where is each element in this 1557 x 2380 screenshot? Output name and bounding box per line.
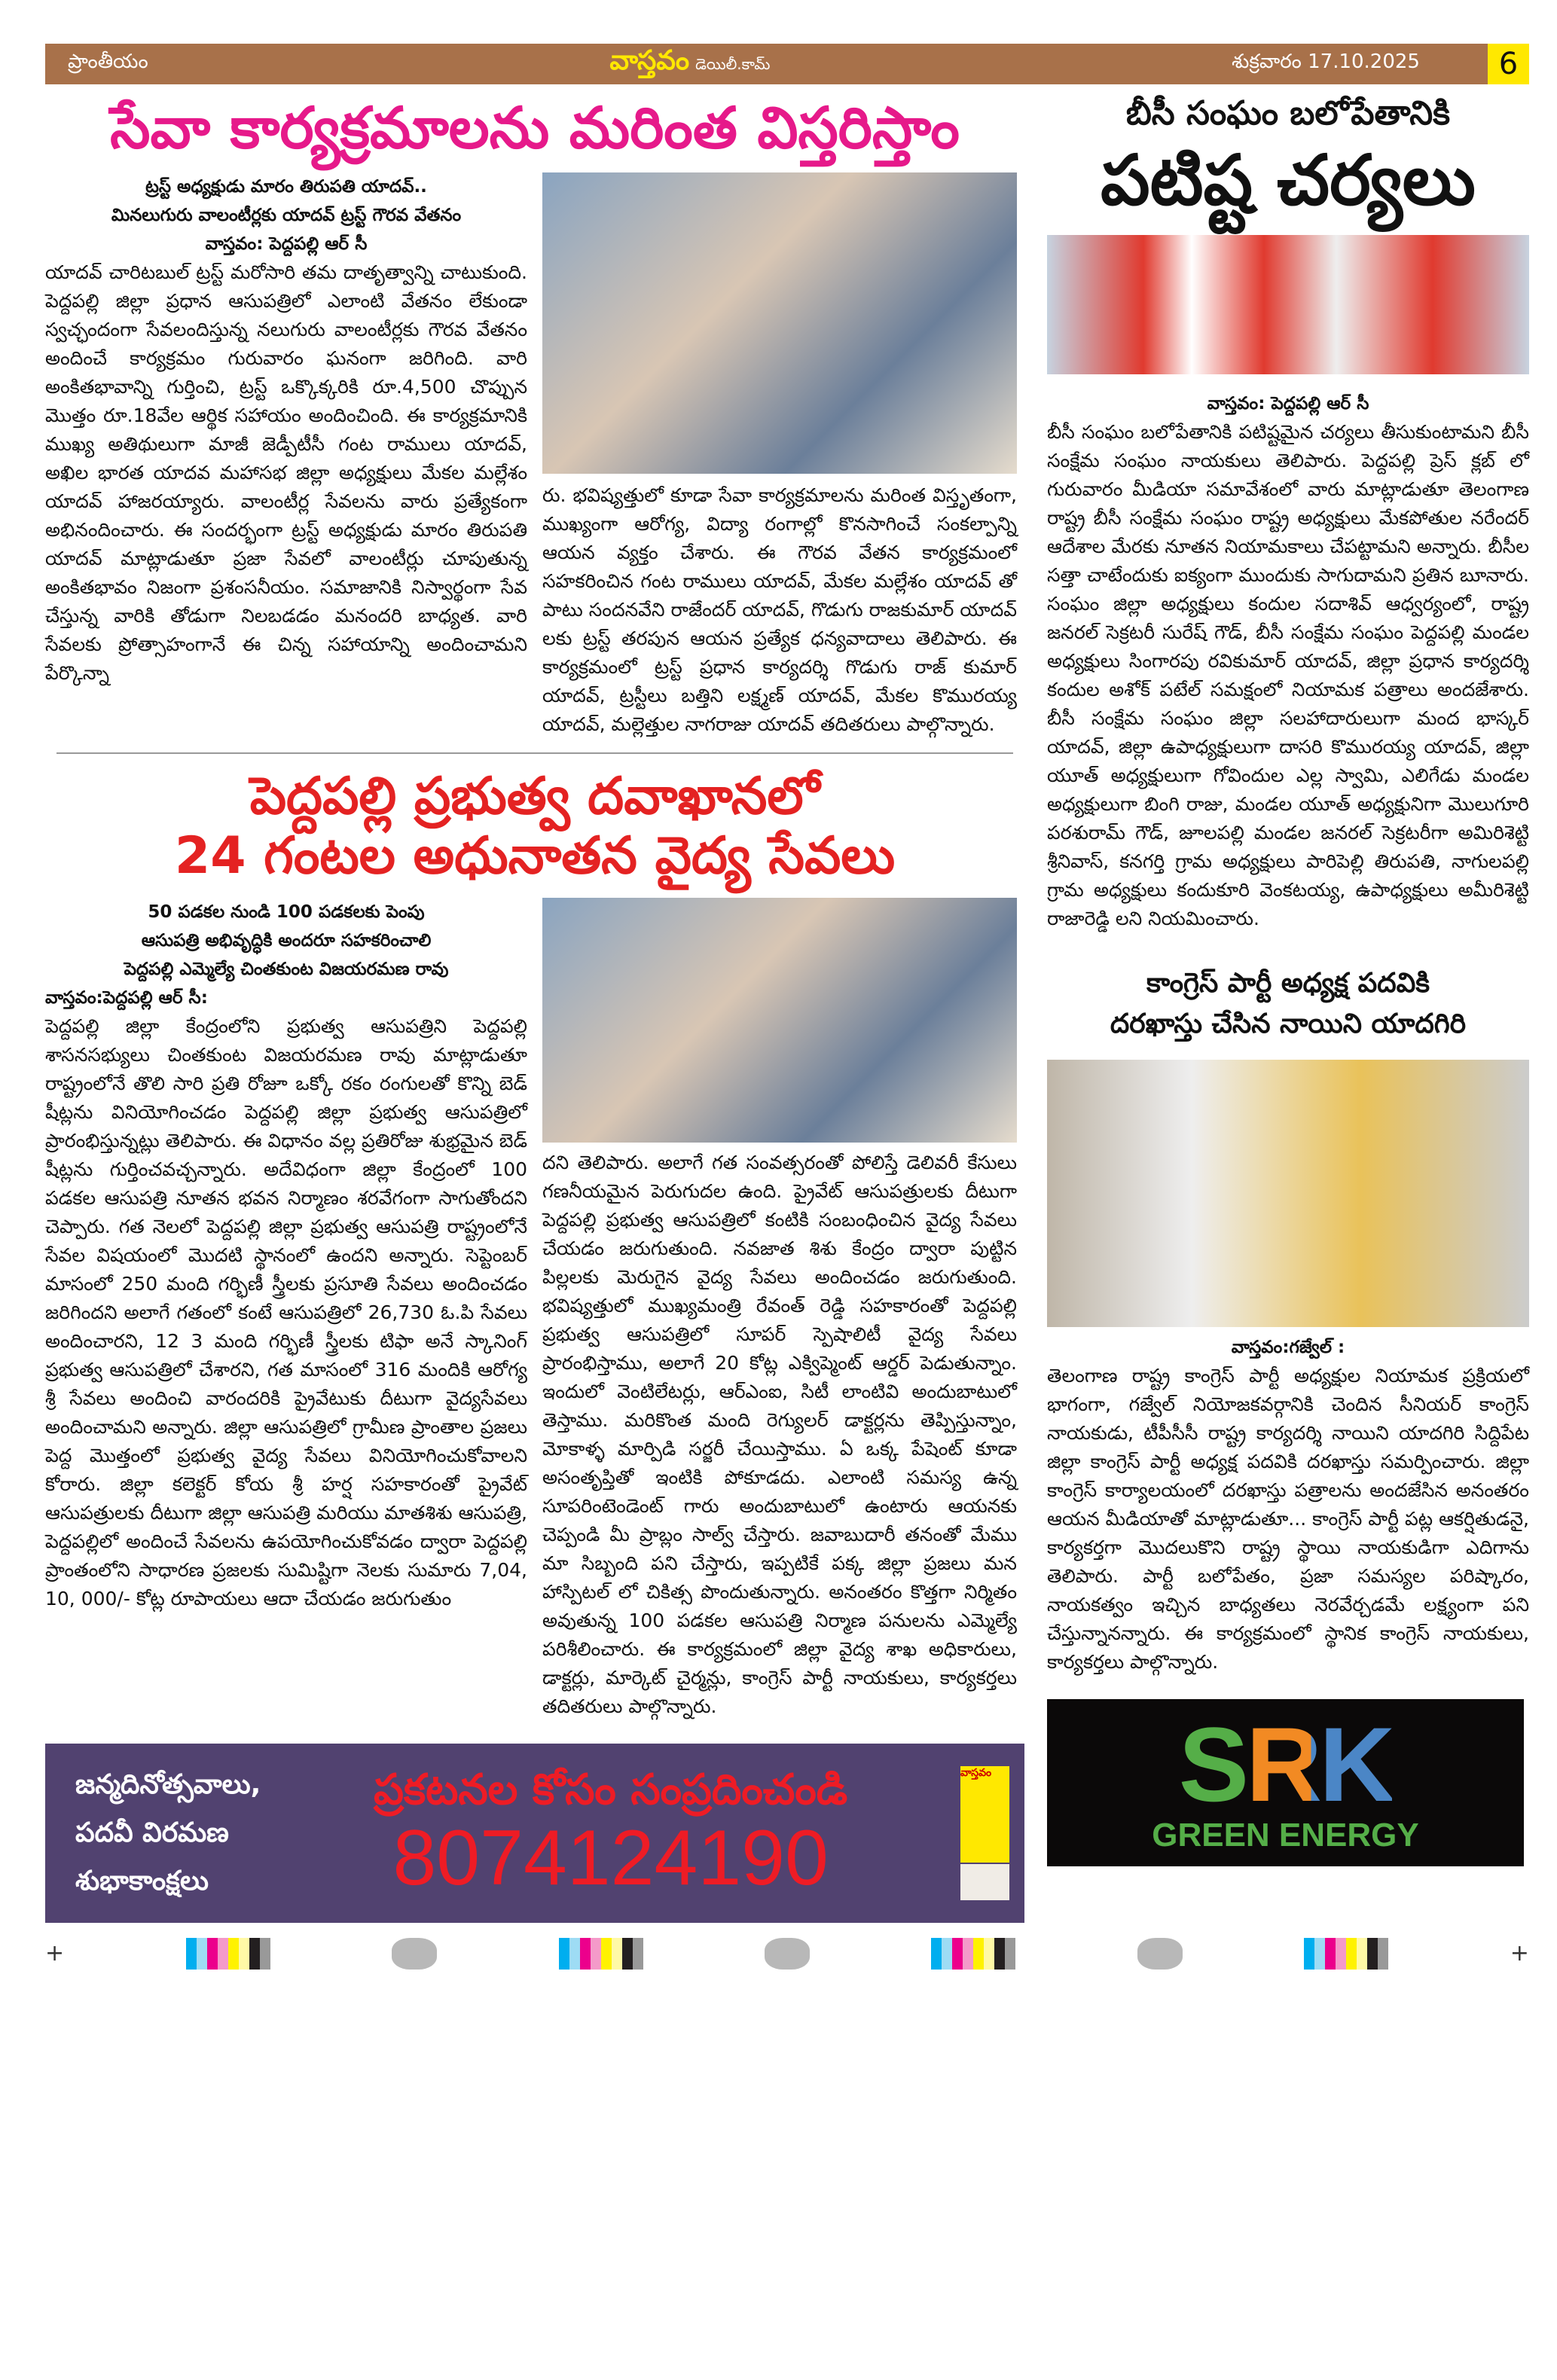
color-bar: [559, 1938, 643, 1970]
ad-line: పదవీ విరమణ: [75, 1817, 229, 1848]
gray-patch: [765, 1938, 810, 1970]
divider: [56, 752, 1013, 754]
article3-headline-top: బీసీ సంఘం బలోపేతానికి: [1125, 94, 1451, 133]
article2: [45, 898, 1024, 1721]
headline-line: పెద్దపల్లి ప్రభుత్వ దవాఖానలో: [249, 767, 820, 827]
dateline: వాస్తవం:పెద్దపల్లి ఆర్ సీ:: [45, 987, 208, 1008]
article2-right-column: [542, 898, 1017, 1721]
dateline: వాస్తవం: పెద్దపల్లి ఆర్ సీ: [205, 234, 368, 255]
brand-suffix: డెయిలీ.కామ్: [695, 55, 771, 73]
srk-logo: SRK: [1178, 1705, 1393, 1824]
headline-line: 24 గంటల అధునాతన వైద్య సేవలు: [174, 825, 896, 886]
article2-headline: [45, 767, 1024, 885]
issue-date: శుక్రవారం 17.10.2025: [1232, 50, 1420, 73]
right-column: [1047, 95, 1529, 1923]
article1-left-column: [45, 172, 527, 739]
article4-photo: [1047, 1060, 1529, 1327]
article1-body-right: రు. భవిష్యత్తులో కూడా సేవా కార్యక్రమాలను మరింత విస్తృతంగా, ముఖ్యంగా ఆరోగ్య, విద్యా రంగాల్లో కొనసాగించే సంకల్పాన్ని ఆయన వ్యక్తం చేశారు. ఈ గౌరవ వేతన కార్యక్రమంలో సహకరించిన గంట రాములు యాదవ్, మేకల మల్లేశం యాదవ్ తో పాటు సందనవేని రాజేందర్ యాదవ్, గొడుగు రాజకుమార్ యాదవ్ లకు ట్రస్ట్ తరపున ఆయన ప్రత్యేక ధన్యవాదాలు తెలిపారు. ఈ కార్యక్రమంలో ట్రస్ట్ ప్రధాన కార్యదర్శి గొడుగు రాజ్ కుమార్ యాదవ్, ట్రస్టీలు బత్తిని లక్ష్మణ్ యాదవ్, మేకల కొమురయ్య యాదవ్, మల్లెత్తుల నాగరాజు యాదవ్ తదితరులు పాల్గొన్నారు.: [542, 484, 1017, 736]
print-color-bars: [45, 1938, 1529, 1970]
article2-photo: [542, 898, 1017, 1143]
article1-body-left: యాదవ్ చారిటబుల్ ట్రస్ట్ మరోసారి తమ దాతృత్వాన్ని చాటుకుంది. పెద్దపల్లి జిల్లా ప్రధాన ఆసుపత్రిలో ఎలాంటి వేతనం లేకుండా స్వచ్ఛందంగా సేవలందిస్తున్న నలుగురు వాలంటీర్లకు గౌరవ వేతనం అందించే కార్యక్రమం గురువారం ఘనంగా జరిగింది. వారి అంకితభావాన్ని గుర్తించి, ట్రస్ట్ ఒక్కొక్కరికి రూ.4,500 చొప్పున మొత్తం రూ.18వేల ఆర్థిక సహాయం అందించింది. ఈ కార్యక్రమానికి ముఖ్య అతిథులుగా మాజీ జెడ్పీటీసీ గంట రాములు యాదవ్, అఖిల భారత యాదవ మహాసభ జిల్లా అధ్యక్షులు మేకల మల్లేశం యాదవ్ హాజరయ్యారు. వాలంటీర్ల సేవలను వారు ప్రత్యేకంగా అభినందించారు. ఈ సందర్భంగా ట్రస్ట్ అధ్యక్షుడు మారం తిరుపతి యాదవ్ మాట్లాడుతూ ప్రజా సేవలో వాలంటీర్లు చూపుతున్న అంకితభావం నిజంగా ప్రశంసనీయం. సమాజానికి నిస్వార్థంగా సేవ చేస్తున్న వారికి తోడుగా నిలబడడం మనందరి బాధ్యత. వారి సేవలకు ప్రోత్సాహంగానే ఈ చిన్న సహాయాన్ని అందించామని పేర్కొన్నా: [45, 261, 527, 685]
dateline: వాస్తవం:గజ్వేల్ :: [1231, 1338, 1345, 1358]
ad-line: జన్మదినోత్సవాలు,: [75, 1768, 261, 1800]
subhead: ట్రస్ట్ అధ్యక్షుడు మారం తిరుపతి యాదవ్..: [145, 177, 427, 197]
registration-mark: +: [45, 1940, 65, 1967]
article1-photo: [542, 172, 1017, 474]
subhead: ఆసుపత్రి అభివృద్ధికి అందరూ సహకరించాలి: [141, 930, 432, 950]
ad-line: శుభాకాంక్షలు: [75, 1865, 209, 1896]
article3-column: [1047, 389, 1529, 933]
subhead: 50 పడకల నుండి 100 పడకలకు పెంపు: [148, 902, 425, 922]
page-number: 6: [1488, 44, 1529, 84]
ad-greetings: [75, 1761, 261, 1906]
article3-headline-main: పటిష్ట చర్యలు: [1101, 139, 1476, 221]
article2-left-column: [45, 898, 527, 1721]
srk-green-energy-ad: [1047, 1699, 1524, 1866]
article1-right-column: [542, 172, 1017, 739]
left-main-area: [45, 95, 1024, 1923]
brand-name: వాస్తవం: [609, 45, 690, 76]
ad-newspaper-thumbnail-page: [960, 1864, 1009, 1900]
srk-tagline: GREEN ENERGY: [1152, 1817, 1419, 1854]
ad-center: [283, 1765, 938, 1902]
color-bar: [1304, 1938, 1388, 1970]
ad-title: ప్రకటనల కోసం సంప్రదించండి: [374, 1765, 848, 1814]
subhead: మినలుగురు వాలంటీర్లకు యాదవ్ ట్రస్ట్ గౌరవ వేతనం: [111, 206, 462, 226]
newspaper-brand: [609, 45, 770, 83]
ad-newspaper-thumbnail: వాస్తవం: [960, 1766, 1009, 1863]
page-header-bar: [45, 44, 1488, 84]
page-body: [45, 95, 1529, 1923]
page-header: [45, 44, 1529, 84]
article3-body: బీసీ సంఘం బలోపేతానికి పటిష్టమైన చర్యలు తీసుకుంటామని బీసీ సంక్షేమ సంఘం నాయకులు తెలిపారు. పెద్దపల్లి ప్రెస్ క్లబ్ లో గురువారం మీడియా సమావేశంలో వారు మాట్లాడుతూ తెలంగాణ రాష్ట్ర బీసీ సంక్షేమ సంఘం రాష్ట్ర అధ్యక్షులు మేకపోతుల నరేందర్ ఆదేశాల మేరకు నూతన నియామకాలు చేపట్టామని అన్నారు. బీసీల సత్తా చాటేందుకు ఐక్యంగా ముందుకు సాగుదామని ప్రతిన బూనారు. సంఘం జిల్లా అధ్యక్షులు కందుల సదాశివ్ ఆధ్వర్యంలో, రాష్ట్ర జనరల్ సెక్రటరీ సురేష్ గౌడ్, బీసీ సంక్షేమ సంఘం పెద్దపల్లి మండల అధ్యక్షులు సింగారపు రవికుమార్ యాదవ్, జిల్లా ప్రధాన కార్యదర్శి కందుల అశోక్ పటేల్ సమక్షంలో నియామక పత్రాలు అందజేశారు. బీసీ సంక్షేమ సంఘం జిల్లా సలహాదారులుగా మంద భాస్కర్ యాదవ్, జిల్లా ఉపాధ్యక్షులుగా దాసరి కొమురయ్య యాదవ్, జిల్లా యూత్ అధ్యక్షులుగా గోవిందుల ఎల్ల స్వామి, ఎలిగేడు మండల అధ్యక్షులుగా బింగి రాజు, మండల యూత్ అధ్యక్షునిగా మొలుగూరి పరశురామ్ గౌడ్, జూలపల్లి మండల జనరల్ సెక్రటరీగా అమిరిశెట్టి శ్రీనివాస్, కనగర్తి గ్రామ అధ్యక్షులు పారిపెల్లి తిరుపతి, నాగులపల్లి గ్రామ అధ్యక్షులు కందుకూరి వెంకటయ్య, ఉపాధ్యక్షులు అమీరిశెట్టి రాజారెడ్డి లని నియమించారు.: [1047, 421, 1529, 930]
article1-headline: సేవా కార్యక్రమాలను మరింత విస్తరిస్తాం: [110, 94, 960, 161]
color-bar: [931, 1938, 1015, 1970]
color-bar: [186, 1938, 270, 1970]
article2-body-left: పెద్దపల్లి జిల్లా కేంద్రంలోని ప్రభుత్వ ఆసుపత్రిని పెద్దపల్లి శాసనసభ్యులు చింతకుంట విజయరమణ రావు మాట్లాడుతూ రాష్ట్రంలోనే తొలి సారి ప్రతి రోజూ ఒక్కో రకం రంగులతో కొన్ని బెడ్ షీట్లను వినియోగించడం పెద్దపల్లి జిల్లా ప్రభుత్వ ఆసుపత్రిలో ప్రారంభిస్తున్నట్లు తెలిపారు. ఈ విధానం వల్ల ప్రతిరోజు శుభ్రమైన బెడ్ షీట్లను గుర్తించవచ్చన్నారు. అదేవిధంగా జిల్లా కేంద్రంలో 100 పడకల ఆసుపత్రి నూతన భవన నిర్మాణం శరవేగంగా సాగుతోందని చెప్పారు. గత నెలలో పెద్దపల్లి జిల్లా ప్రభుత్వ ఆసుపత్రి రాష్ట్రంలోనే సేవల విషయంలో మొదటి స్థానంలో ఉందని అన్నారు. సెప్టెంబర్ మాసంలో 250 మంది గర్భిణీ స్త్రీలకు ప్రసూతి సేవలు అందించడం జరిగిందని అలాగే గతంలో కంటే ఆసుపత్రిలో 26,730 ఓ.పి సేవలు అందించారని, 12 3 మంది గర్భిణీ స్త్రీలకు టిఫా అనే స్కానింగ్ ప్రభుత్వ ఆసుపత్రిలో చేశారని, గత మాసంలో 316 మందికి ఆరోగ్య శ్రీ సేవలు అందించి వారందరికి ప్రైవేటుకు దీటుగా వైద్యసేవలు అందించామని అన్నారు. జిల్లా ఆసుపత్రిలో గ్రామీణ ప్రాంతాల ప్రజలు పెద్ద మొత్తంలో ప్రభుత్వ వైద్య సేవలు వినియోగించుకోవాలని కోరారు. జిల్లా కలెక్టర్ కోయ శ్రీ హర్ష సహకారంతో ప్రైవేట్ ఆసుపత్రులకు దీటుగా జిల్లా ఆసుపత్రి మరియు మాతశిశు ఆసుపత్రి, పెద్దపల్లిలో అందించే సేవలను ఉపయోగించుకోవడం ద్వారా పెద్దపల్లి ప్రాంతంలోని సాధారణ ప్రజలకు సుమిష్టిగా నెలకు సుమారు 7,04, 10, 000/- కోట్ల రూపాయలు ఆదా చేయడం జరుగుతుం: [45, 1015, 527, 1610]
article4-body: తెలంగాణ రాష్ట్ర కాంగ్రెస్ పార్టీ అధ్యక్షుల నియామక ప్రక్రియలో భాగంగా, గజ్వేల్ నియోజకవర్గానికి చెందిన సీనియర్ కాంగ్రెస్ నాయకుడు, టీపీసీసీ రాష్ట్ర కార్యదర్శి నాయిని యాదగిరి సిద్దిపేట జిల్లా కాంగ్రెస్ పార్టీ అధ్యక్ష పదవికి దరఖాస్తు సమర్పించారు. జిల్లా కాంగ్రెస్ కార్యాలయంలో దరఖాస్తు పత్రాలను అందజేసిన అనంతరం ఆయన మీడియాతో మాట్లాడుతూ... కాంగ్రెస్ పార్టీ పట్ల ఆకర్షితుడనై, కార్యకర్తగా మొదలుకొని రాష్ట్ర స్థాయి నాయకుడిగా ఎదిగాను తెలిపారు. పార్టీ బలోపేతం, ప్రజా సమస్యల పరిష్కారం, నాయకత్వం ఇచ్చిన బాధ్యతలు నెరవేర్చడమే లక్ష్యంగా పని చేస్తున్నానన్నారు. ఈ కార్యక్రమంలో స్థానిక కాంగ్రెస్ నాయకులు, కార్యకర్తలు పాల్గొన్నారు.: [1047, 1365, 1529, 1674]
article3-photo: [1047, 235, 1529, 374]
gray-patch: [1137, 1938, 1183, 1970]
headline-line: దరఖాస్తు చేసిన నాయిని యాదగిరి: [1110, 1008, 1467, 1040]
ad-phone: 8074124190: [392, 1814, 829, 1902]
advertisement-banner: [45, 1744, 1024, 1923]
ad-newspaper-thumbnail-group: [960, 1766, 1009, 1900]
article1: [45, 172, 1024, 739]
article4-column: [1047, 1333, 1529, 1677]
registration-mark: +: [1510, 1940, 1529, 1967]
article4-headline: [1047, 963, 1529, 1045]
section-label: ప్రాంతీయం: [68, 50, 148, 73]
article2-body-right: దని తెలిపారు. అలాగే గత సంవత్సరంతో పోలిస్తే డెలివరీ కేసులు గణనీయమైన పెరుగుదల ఉంది. ప్రైవేట్ ఆసుపత్రులకు దీటుగా పెద్దపల్లి ప్రభుత్వ ఆసుపత్రిలో కంటికి సంబంధించిన వైద్య సేవలు చేయడం జరుగుతుంది. నవజాత శిశు కేంద్రం ద్వారా పుట్టిన పిల్లలకు మెరుగైన వైద్య సేవలు అందించడం జరుగుతుంది. భవిష్యత్తులో ముఖ్యమంత్రి రేవంత్ రెడ్డి సహకారంతో పెద్దపల్లి ప్రభుత్వ ఆసుపత్రిలో సూపర్ స్పెషాలిటీ వైద్య సేవలు ప్రారంభిస్తాము, అలాగే 20 కోట్ల ఎక్విప్మెంట్ ఆర్డర్ పెడుతున్నాం. ఇందులో వెంటిలేటర్లు, ఆర్ఎంఐ, సిటీ లాంటివి అందుబాటులో తెస్తాము. మరికొంత మంది రెగ్యులర్ డాక్టర్లను తెప్పిస్తున్నాం, మోకాళ్ళ మార్పిడి సర్జరీ చేయిస్తాము. ఏ ఒక్క పేషెంట్ కూడా అసంతృప్తితో ఇంటికి పోకూడదు. ఎలాంటి సమస్య ఉన్న సూపరింటెండెంట్ గారు అందుబాటులో ఉంటారు ఆయనకు చెప్పండి మీ ప్రాబ్లం సాల్వ్ చేస్తారు. జవాబుదారీ తనంతో మేము మా సిబ్బంది పని చేస్తారు, ఇప్పటికే పక్క జిల్లా ప్రజలు మన హాస్పిటల్ లో చికిత్స పొందుతున్నారు. అనంతరం కొత్తగా నిర్మితం అవుతున్న 100 పడకల ఆసుపత్రి నిర్మాణ పనులను ఎమ్మెల్యే పరిశీలించారు. ఈ కార్యక్రమంలో జిల్లా వైద్య శాఖ అధికారులు, డాక్టర్లు, మార్కెట్ చైర్మన్లు, కాంగ్రెస్ పార్టీ నాయకులు, కార్యకర్తలు తదితరులు పాల్గొన్నారు.: [542, 1151, 1017, 1717]
gray-patch: [392, 1938, 437, 1970]
dateline: వాస్తవం: పెద్దపల్లి ఆర్ సీ: [1207, 394, 1369, 414]
subhead: పెద్దపల్లి ఎమ్మెల్యే చింతకుంట విజయరమణ రావు: [124, 959, 449, 979]
headline-line: కాంగ్రెస్ పార్టీ అధ్యక్ష పదవికి: [1146, 968, 1430, 999]
